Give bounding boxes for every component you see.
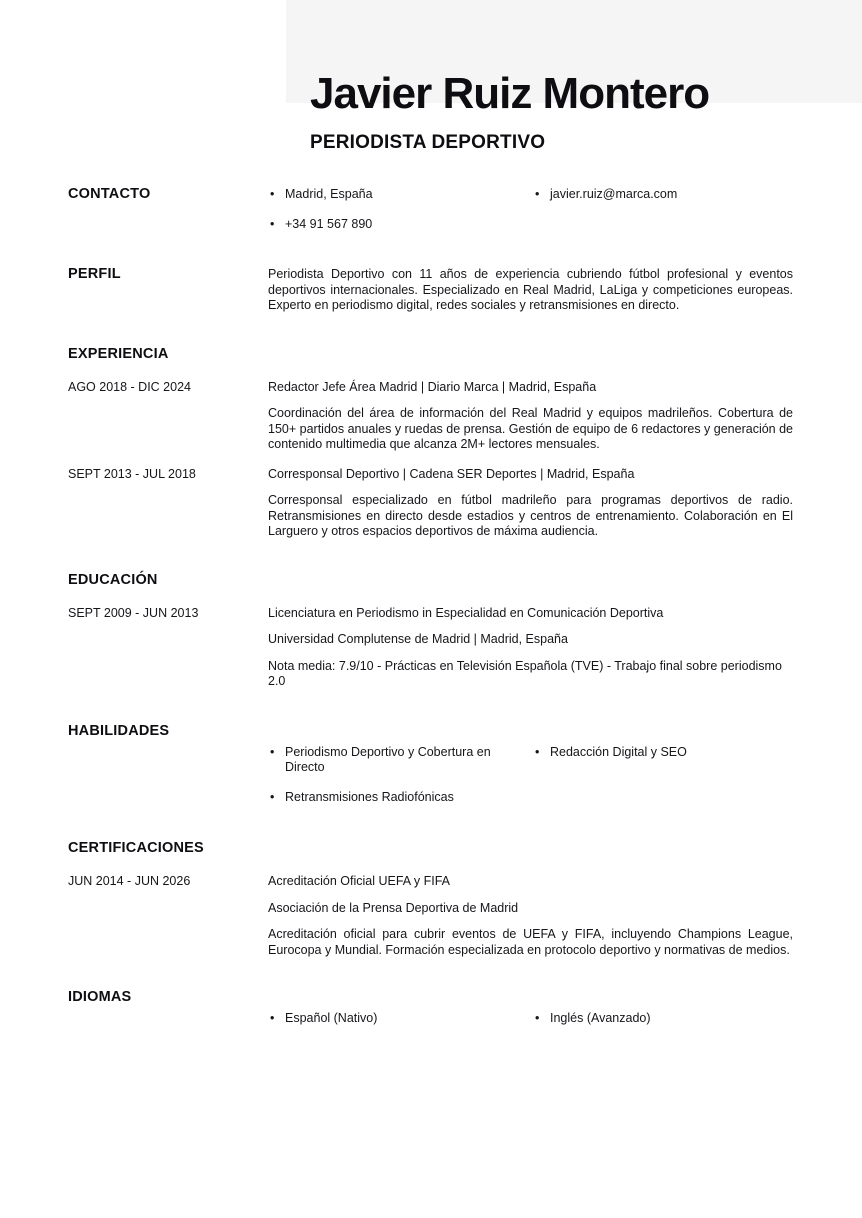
section-contact bbox=[68, 187, 793, 232]
contact-heading: CONTACTO bbox=[68, 186, 151, 202]
header bbox=[0, 0, 862, 154]
bullet-icon: • bbox=[270, 216, 275, 231]
language-item bbox=[533, 1011, 793, 1027]
experience-entry-content bbox=[268, 380, 793, 453]
experience-job-title: Redactor Jefe Área Madrid | Diario Marca | Madrid, España bbox=[268, 379, 597, 394]
skills-heading: HABILIDADES bbox=[68, 722, 170, 739]
education-label-col bbox=[68, 573, 268, 588]
profile-heading: PERFIL bbox=[68, 266, 121, 282]
section-profile bbox=[68, 267, 793, 314]
education-heading: EDUCACIÓN bbox=[68, 571, 158, 588]
person-name: Javier Ruiz Montero bbox=[310, 69, 710, 118]
certification-entry bbox=[68, 874, 793, 958]
languages-label-col bbox=[68, 990, 268, 1027]
languages-content bbox=[268, 990, 793, 1027]
experience-job-title: Corresponsal Deportivo | Cadena SER Deportes | Madrid, España bbox=[268, 466, 635, 481]
education-degree: Licenciatura en Periodismo in Especialidad en Comunicación Deportiva bbox=[268, 605, 664, 620]
experience-entry-dates-col bbox=[68, 380, 268, 453]
contact-list bbox=[268, 187, 793, 232]
certifications-heading: CERTIFICACIONES bbox=[68, 840, 204, 856]
education-heading-spacer bbox=[268, 573, 793, 588]
education-school: Universidad Complutense de Madrid | Madrid, España bbox=[268, 632, 568, 646]
experience-description: Coordinación del área de información del Real Madrid y equipos madrileños. Cobertura de 150+ partidos anuales y ruedas de prensa. Gestión de equipo de 6 redactores y generación de contenido multimedia que alcanza 2M+ lectores mensuales. bbox=[268, 406, 794, 451]
section-education bbox=[68, 573, 793, 588]
skill-text: Retransmisiones Radiofónicas bbox=[285, 789, 454, 804]
certification-dates: JUN 2014 - JUN 2026 bbox=[68, 874, 191, 888]
experience-dates: AGO 2018 - DIC 2024 bbox=[68, 379, 191, 394]
experience-entry-dates-col bbox=[68, 467, 268, 540]
certification-description: Acreditación oficial para cubrir eventos de UEFA y FIFA, incluyendo Champions League, Eurocopa y Mundial. Formación especializada en protocolo deportivo y normativas de medios. bbox=[268, 927, 793, 957]
job-title: PERIODISTA DEPORTIVO bbox=[310, 132, 546, 153]
contact-item-phone bbox=[268, 217, 533, 233]
bullet-icon: • bbox=[270, 744, 275, 759]
language-item bbox=[268, 1011, 533, 1027]
skills-content bbox=[268, 724, 793, 806]
certifications-heading-spacer bbox=[268, 841, 793, 856]
languages-list bbox=[268, 1011, 793, 1027]
language-text: Español (Nativo) bbox=[285, 1011, 378, 1025]
education-details: Nota media: 7.9/10 - Prácticas en Televisión Española (TVE) - Trabajo final sobre periodismo 2.0 bbox=[268, 658, 782, 688]
section-experience bbox=[68, 347, 793, 362]
education-entry bbox=[68, 606, 793, 690]
experience-entry-content bbox=[268, 467, 793, 540]
skill-item bbox=[268, 790, 533, 806]
experience-description: Corresponsal especializado en fútbol madrileño para programas deportivos de radio. Retransmisiones en directo desde estadios y centros de entrenamiento. Colaboración en El Larguero y otros espacios deportivos de máxima audiencia. bbox=[268, 493, 793, 538]
experience-heading: EXPERIENCIA bbox=[68, 345, 169, 362]
bullet-icon: • bbox=[270, 187, 275, 201]
education-dates: SEPT 2009 - JUN 2013 bbox=[68, 605, 199, 620]
education-entry-content bbox=[268, 606, 793, 690]
contact-content bbox=[268, 187, 793, 232]
skills-label-col bbox=[68, 724, 268, 806]
contact-phone-text: +34 91 567 890 bbox=[285, 216, 373, 231]
experience-entry bbox=[68, 467, 793, 540]
skill-item bbox=[533, 745, 793, 776]
bullet-icon: • bbox=[535, 187, 540, 201]
experience-label-col bbox=[68, 347, 268, 362]
contact-location-text: Madrid, España bbox=[285, 187, 373, 201]
skill-text: Redacción Digital y SEO bbox=[550, 744, 687, 759]
contact-item-email bbox=[533, 187, 793, 203]
profile-text: Periodista Deportivo con 11 años de experiencia cubriendo fútbol profesional y eventos deportivos internacionales. Especializado en Real Madrid, LaLiga y competiciones europeas. Experto en periodismo digital, redes sociales y retransmisiones en directo. bbox=[268, 267, 793, 312]
experience-heading-spacer bbox=[268, 347, 793, 362]
contact-item-location bbox=[268, 187, 533, 203]
section-languages bbox=[68, 990, 793, 1027]
profile-content bbox=[268, 267, 793, 314]
bullet-icon: • bbox=[535, 744, 540, 759]
profile-label-col bbox=[68, 267, 268, 314]
contact-label-col bbox=[68, 187, 268, 232]
certifications-label-col bbox=[68, 841, 268, 856]
skill-item bbox=[268, 745, 533, 776]
certification-entry-content bbox=[268, 874, 793, 958]
section-certifications bbox=[68, 841, 793, 856]
certification-title: Acreditación Oficial UEFA y FIFA bbox=[268, 874, 451, 888]
language-text: Inglés (Avanzado) bbox=[550, 1011, 651, 1025]
languages-heading: IDIOMAS bbox=[68, 989, 132, 1005]
education-entry-dates-col bbox=[68, 606, 268, 690]
skill-text: Periodismo Deportivo y Cobertura en Directo bbox=[285, 744, 491, 774]
certification-entry-dates-col bbox=[68, 874, 268, 958]
skills-list bbox=[268, 745, 793, 806]
bullet-icon: • bbox=[535, 1011, 540, 1025]
certification-issuer: Asociación de la Prensa Deportiva de Madrid bbox=[268, 900, 519, 915]
experience-entry bbox=[68, 380, 793, 453]
contact-email-text: javier.ruiz@marca.com bbox=[550, 187, 678, 201]
bullet-icon: • bbox=[270, 1011, 275, 1025]
section-skills bbox=[68, 724, 793, 806]
bullet-icon: • bbox=[270, 789, 275, 804]
experience-dates: SEPT 2013 - JUL 2018 bbox=[68, 466, 196, 481]
